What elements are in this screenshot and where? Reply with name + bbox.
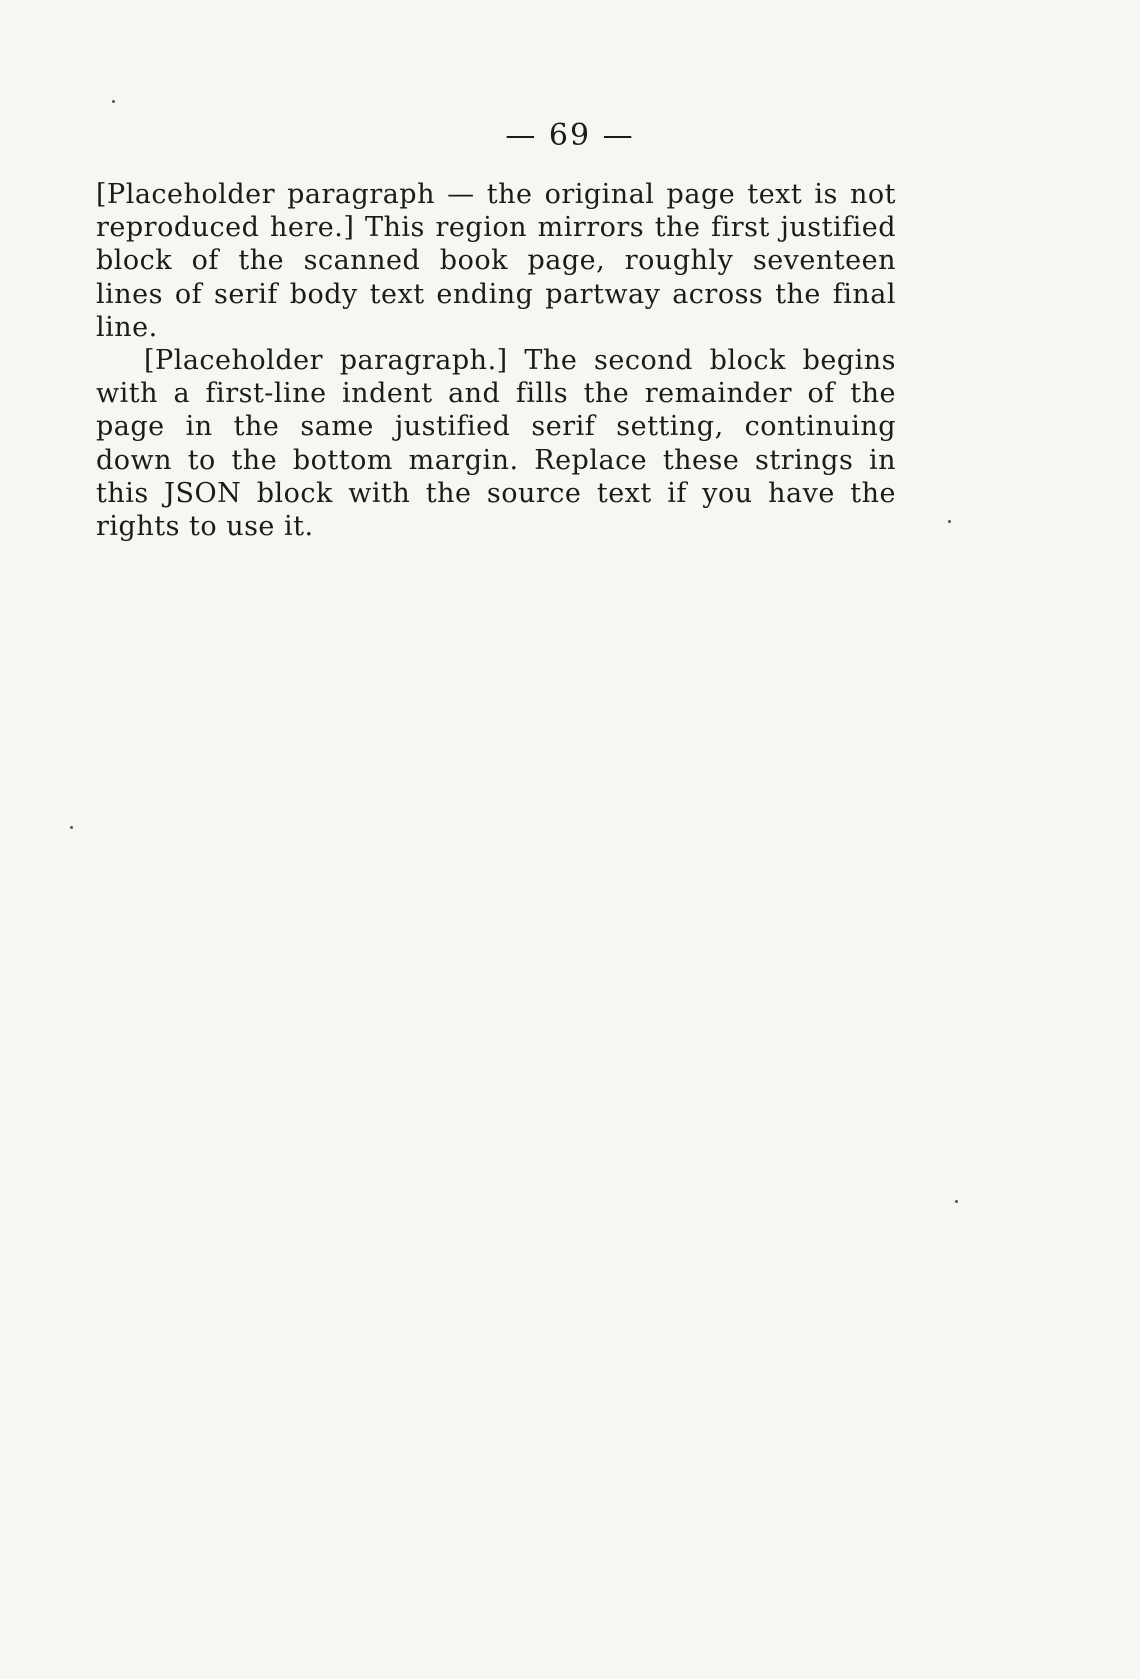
scan-speck (112, 100, 115, 103)
body-text (96, 178, 896, 543)
page-number: — 69 — (505, 118, 635, 153)
scan-speck (948, 520, 951, 523)
scan-speck (70, 826, 73, 829)
paragraph-2: [Placeholder paragraph.] The second block begins with a first-line indent and fills the remainder of the page in the same justified serif setting, continuing down to the bottom margin. Replace these strings in this JSON block with the source text if you have the rights to use it. (96, 345, 896, 543)
paragraph-1: [Placeholder paragraph — the original page text is not reproduced here.] This region mirrors the first justified block of the scanned book page, roughly seventeen lines of serif body text ending partway across the final line. (96, 179, 896, 343)
scan-speck (955, 1200, 958, 1203)
